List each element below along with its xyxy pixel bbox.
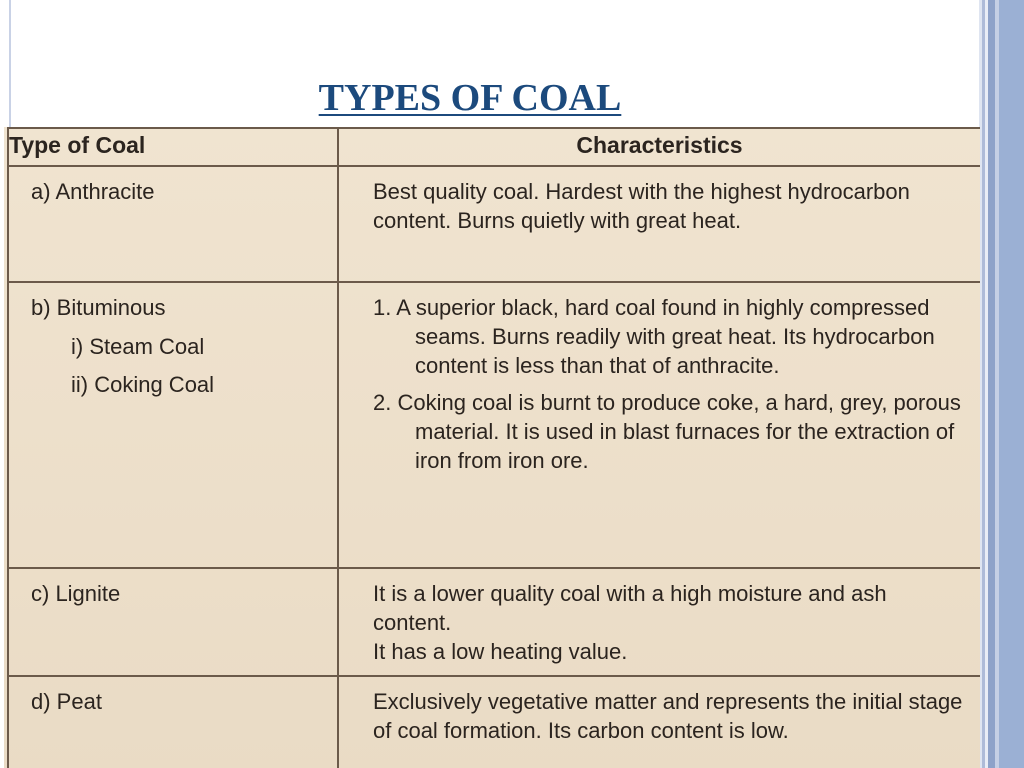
header-characteristics: Characteristics — [338, 128, 980, 166]
subtype-coking-coal: ii) Coking Coal — [71, 372, 215, 397]
characteristics-point-1: 1. A superior black, hard coal found in highly compressed seams. Burns readily with great heat. Its hydrocarbon content is less than that of anthracite. — [373, 295, 935, 378]
header-type-of-coal: Type of Coal — [8, 128, 338, 166]
cell-type-bituminous — [8, 282, 338, 568]
characteristics-line-1: It is a lower quality coal with a high moisture and ash content. — [373, 581, 887, 635]
table-row-anthracite — [8, 166, 980, 282]
type-label: c) Lignite — [31, 581, 121, 606]
type-label: a) Anthracite — [31, 179, 155, 204]
characteristics-text: Best quality coal. Hardest with the highest hydrocarbon content. Burns quietly with great heat. — [373, 179, 910, 233]
slide-title: TYPES OF COAL — [318, 77, 622, 119]
coal-types-table — [7, 127, 980, 768]
table-row-peat — [8, 676, 980, 768]
cell-type-peat — [8, 676, 338, 768]
characteristics-point-2: 2. Coking coal is burnt to produce coke, a hard, grey, porous material. It is used in blast furnaces for the extraction of iron from iron ore. — [373, 390, 961, 473]
cell-type-lignite — [8, 568, 338, 676]
subtype-steam-coal: i) Steam Coal — [71, 334, 205, 359]
cell-characteristics-anthracite — [338, 166, 980, 282]
slide-right-decoration — [979, 0, 1024, 768]
cell-characteristics-lignite — [338, 568, 980, 676]
characteristics-text: Exclusively vegetative matter and represents the initial stage of coal formation. Its carbon content is low. — [373, 689, 963, 743]
type-label: d) Peat — [31, 689, 102, 714]
cell-characteristics-peat — [338, 676, 980, 768]
coal-table-image — [4, 127, 980, 768]
table-header-row — [8, 128, 980, 166]
cell-characteristics-bituminous — [338, 282, 980, 568]
table-row-lignite — [8, 568, 980, 676]
table-row-bituminous — [8, 282, 980, 568]
cell-type-anthracite — [8, 166, 338, 282]
characteristics-line-2: It has a low heating value. — [373, 639, 628, 664]
type-label: b) Bituminous — [31, 295, 166, 320]
